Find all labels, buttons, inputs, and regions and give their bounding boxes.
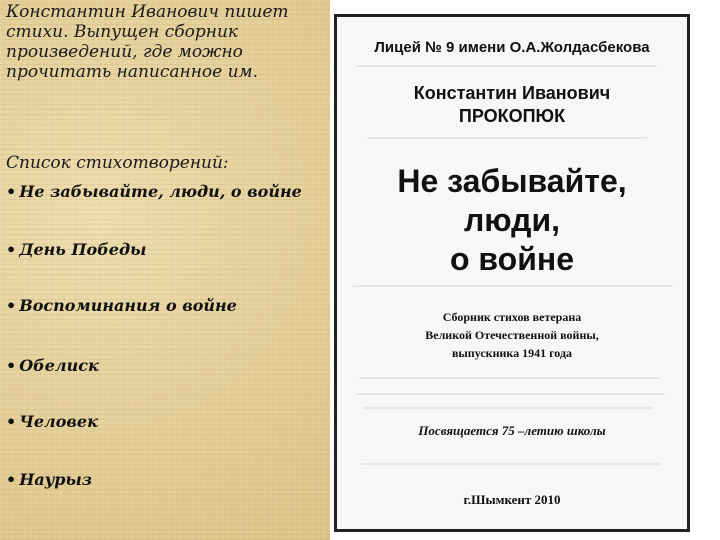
scan-noise: [363, 407, 653, 409]
scan-noise: [353, 285, 673, 287]
bullet-icon: •: [6, 296, 17, 315]
cover-subtitle-line: Великой Отечественной войны,: [425, 328, 599, 342]
scan-noise: [359, 377, 659, 379]
cover-dedication: Посвящается 75 –летию школы: [418, 423, 606, 438]
book-cover-scan: [334, 14, 690, 532]
poem-title: День Победы: [19, 240, 147, 259]
poem-list-item: [6, 470, 92, 490]
poem-title: Человек: [19, 412, 98, 431]
cover-author-surname: ПРОКОПЮК: [458, 106, 566, 126]
poem-list-item: [6, 182, 302, 202]
poem-list-item: [6, 296, 237, 316]
intro-line: прочитать написанное им.: [6, 62, 259, 82]
poem-list-item: [6, 356, 99, 376]
bullet-icon: •: [6, 182, 17, 201]
intro-line: стихи. Выпущен сборник: [6, 22, 239, 42]
poem-list-item: [6, 412, 98, 432]
cover-subtitle-line: выпускника 1941 года: [451, 346, 573, 360]
book-cover-panel: [330, 0, 720, 540]
cover-author-name: Константин Иванович: [413, 83, 611, 103]
cover-subtitle-line: Сборник стихов ветерана: [442, 310, 582, 324]
bullet-icon: •: [6, 470, 17, 489]
intro-line: Константин Иванович пишет: [6, 2, 289, 22]
scan-noise: [357, 65, 657, 67]
intro-text: [6, 2, 324, 82]
cover-city-year: г.Шымкент 2010: [463, 492, 561, 507]
poem-title: Воспоминания о войне: [19, 296, 237, 315]
cover-title-line: о войне: [449, 241, 575, 277]
poem-title: Обелиск: [19, 356, 99, 375]
bullet-icon: •: [6, 240, 17, 259]
cover-title-line: люди,: [463, 202, 561, 238]
poem-list-item: [6, 240, 146, 260]
poem-title: Наурыз: [19, 470, 92, 489]
intro-line: произведений, где можно: [6, 42, 243, 62]
scan-noise: [355, 393, 665, 395]
scan-noise: [367, 137, 647, 139]
cover-title-line: Не забывайте,: [397, 163, 627, 199]
bullet-icon: •: [6, 356, 17, 375]
left-panel: [0, 0, 330, 540]
bullet-icon: •: [6, 412, 17, 431]
scan-noise: [361, 463, 661, 465]
cover-lyceum: Лицей № 9 имени О.А.Жолдасбекова: [374, 39, 650, 56]
poem-title: Не забывайте, люди, о войне: [19, 182, 302, 201]
poem-list-heading: Список стихотворений:: [6, 153, 229, 173]
